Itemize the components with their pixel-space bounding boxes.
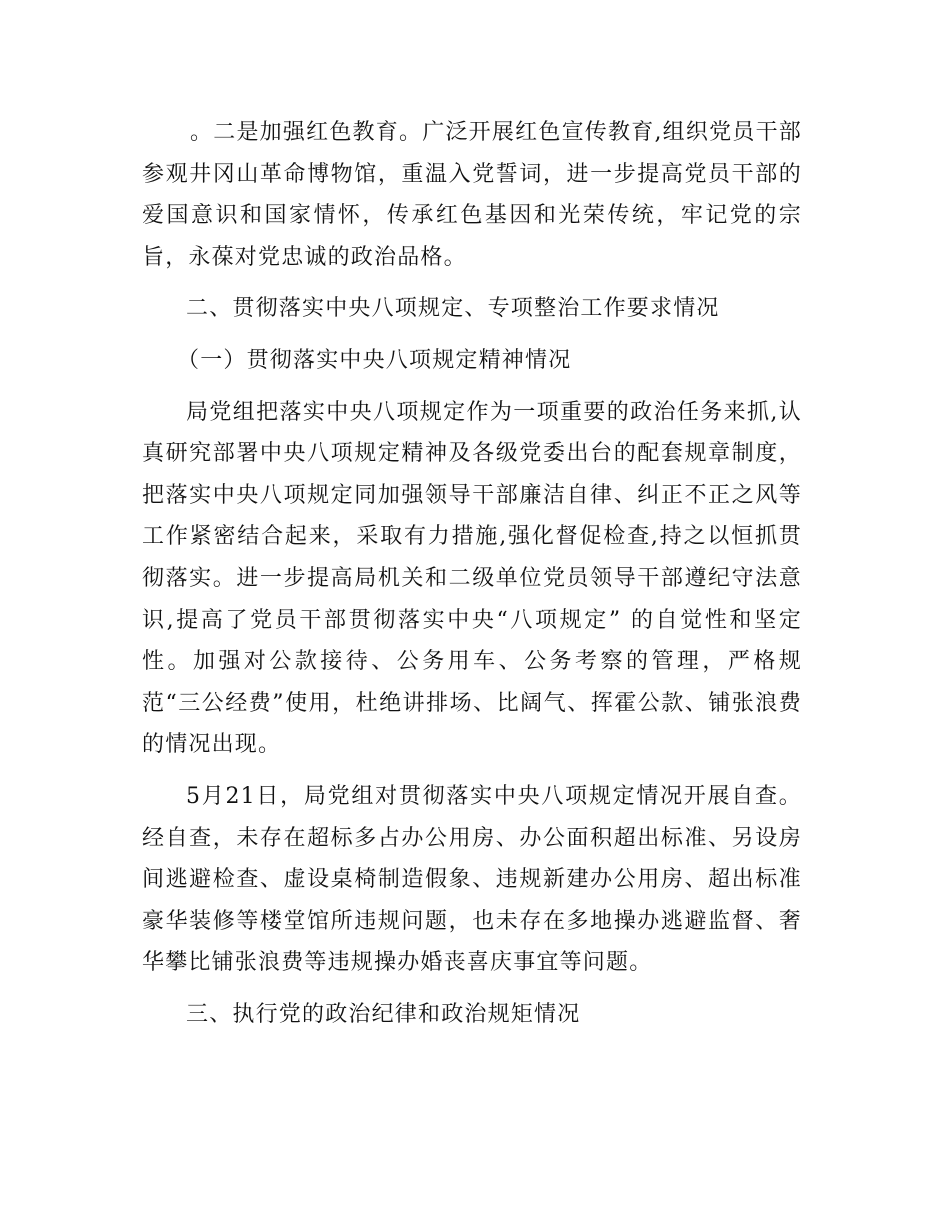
document-body	[142, 112, 802, 1045]
paragraph-self-inspection: 5月21日，局党组对贯彻落实中央八项规定情况开展自查。经自查，未存在超标多占办公用房、办公面积超出标准、另设房间逃避检查、虚设桌椅制造假象、违规新建办公用房、超出标准豪华装修等楼堂馆所违规问题，也未存在多地操办逃避监督、奢华攀比铺张浪费等违规操办婚丧喜庆事宜等问题。	[142, 783, 802, 976]
section-heading-2: 二、贯彻落实中央八项规定、专项整治工作要求情况	[186, 296, 720, 322]
paragraph-red-education: 。二是加强红色教育。广泛开展红色宣传教育,组织党员干部参观井冈山革命博物馆，重温入党誓词，进一步提高党员干部的爱国意识和国家情怀，传承红色基因和光荣传统，牢记党的宗旨，永葆对党忠诚的政治品格。	[142, 120, 802, 270]
paragraph-eight-rules: 局党组把落实中央八项规定作为一项重要的政治任务来抓,认真研究部署中央八项规定精神及各级党委出台的配套规章制度，把落实中央八项规定同加强领导干部廉洁自律、纠正不正之风等工作紧密结合起来，采取有力措施,强化督促检查,持之以恒抓贯彻落实。进一步提高局机关和二级单位党员领导干部遵纪守法意识,提高了党员干部贯彻落实中央“八项规定” 的自觉性和坚定性。加强对公款接待、公务用车、公务考察的管理，严格规范“三公经费”使用，杜绝讲排场、比阔气、挥霍公款、铺张浪费的情况出现。	[142, 399, 802, 758]
section-heading-3: 三、执行党的政治纪律和政治规矩情况	[186, 1001, 581, 1027]
subsection-heading-2-1: （一）贯彻落实中央八项规定精神情况	[177, 347, 572, 373]
